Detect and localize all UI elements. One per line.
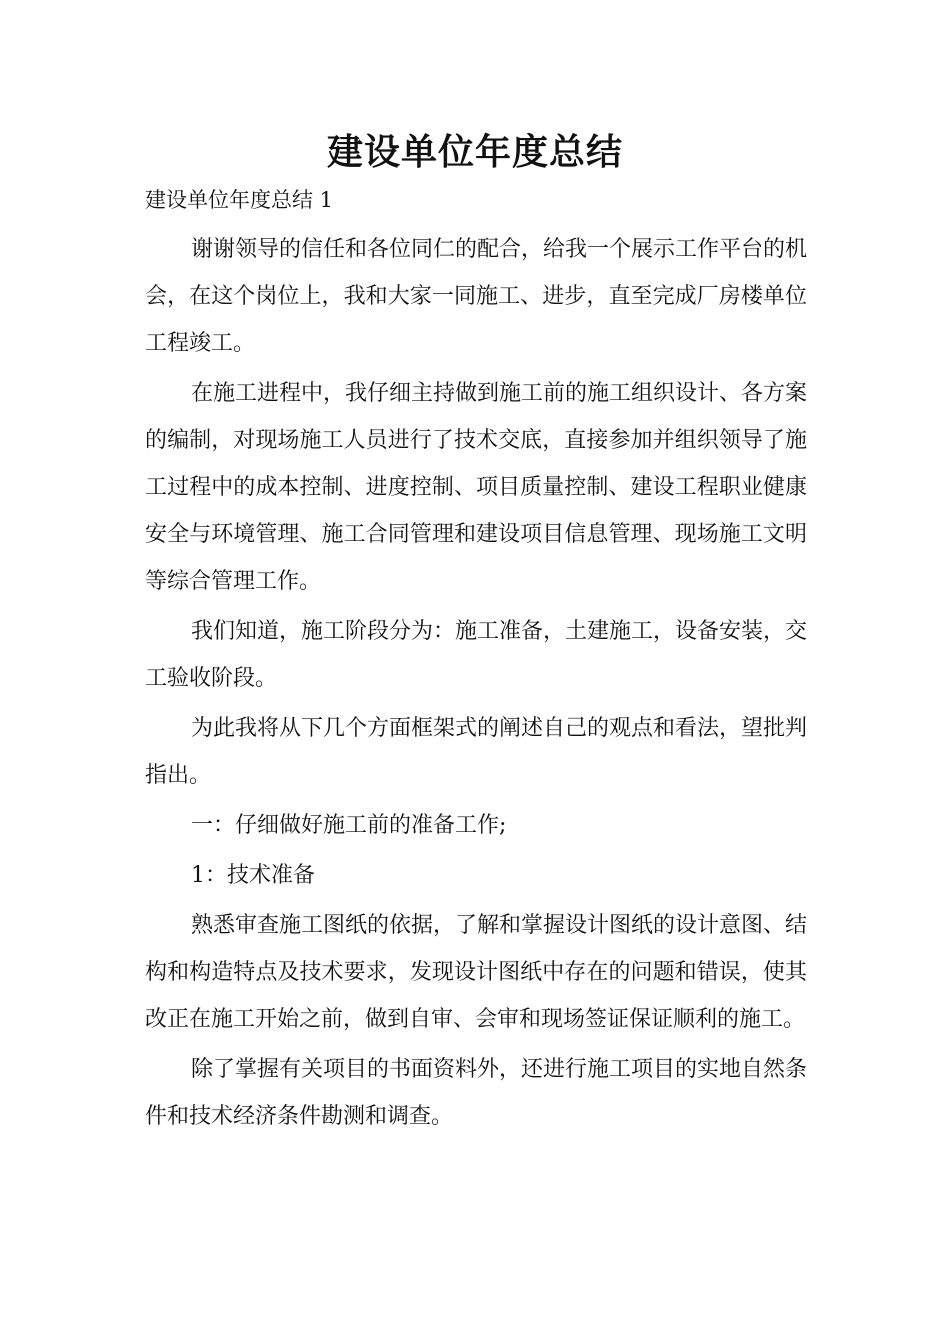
document-title: 建设单位年度总结 [326, 132, 623, 173]
paragraph-4: 为此我将从下几个方面框架式的阐述自己的观点和看法，望批判指出。 [145, 716, 808, 788]
subsection-heading-1: 1：技术准备 [191, 863, 315, 888]
paragraph-1: 谢谢领导的信任和各位同仁的配合，给我一个展示工作平台的机会，在这个岗位上，我和大家一同施工、进步，直至完成厂房楼单位工程竣工。 [145, 237, 808, 356]
section-heading-1: 一：仔细做好施工前的准备工作; [191, 813, 507, 838]
document-body [145, 226, 807, 1143]
paragraph-2: 在施工进程中，我仔细主持做到施工前的施工组织设计、各方案的编制，对现场施工人员进行了技术交底，直接参加并组织领导了施工过程中的成本控制、进度控制、项目质量控制、建设工程职业健康安全与环境管理、施工合同管理和建设项目信息管理、现场施工文明等综合管理工作。 [145, 381, 808, 594]
paragraph-6: 除了掌握有关项目的书面资料外，还进行施工项目的实地自然条件和技术经济条件勘测和调查。 [145, 1057, 808, 1129]
document-subtitle: 建设单位年度总结 1 [145, 188, 334, 212]
paragraph-5: 熟悉审查施工图纸的依据，了解和掌握设计图纸的设计意图、结构和构造特点及技术要求，发现设计图纸中存在的问题和错误，使其改正在施工开始之前，做到自审、会审和现场签证保证顺利的施工。 [145, 913, 808, 1032]
paragraph-3: 我们知道，施工阶段分为：施工准备，土建施工，设备安装，交工验收阶段。 [145, 619, 808, 691]
